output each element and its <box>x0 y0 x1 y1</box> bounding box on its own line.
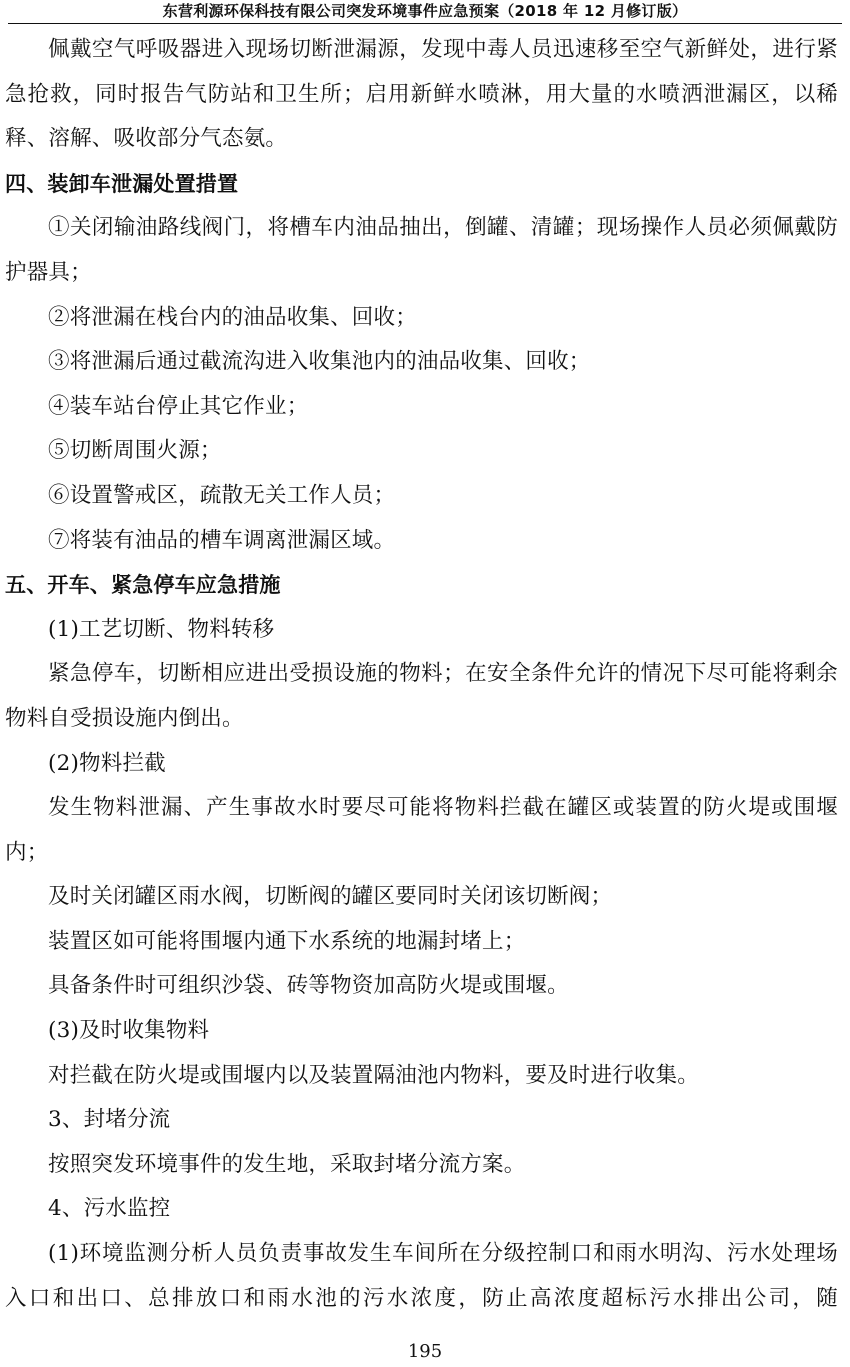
section-heading-emergency-stop: 五、开车、紧急停车应急措施 <box>5 573 281 598</box>
paragraph-collect-material: 对拦截在防火堤或围堰内以及装置隔油池内物料，要及时进行收集。 <box>48 1062 700 1088</box>
header-divider <box>8 23 842 24</box>
paragraph-ammonia-response: 佩戴空气呼吸器进入现场切断泄漏源，发现中毒人员迅速移至空气新鲜处，进行紧急抢救，同时报告气防站和卫生所；启用新鲜水喷淋，用大量的水喷洒泄漏区，以稀释、溶解、吸收部分气态氨。 <box>5 37 838 152</box>
paragraph-emergency-stop: 紧急停车，切断相应进出受损设施的物料；在安全条件允许的情况下尽可能将剩余物料自受损设施内倒出。 <box>5 661 838 731</box>
paragraph-sandbags: 具备条件时可组织沙袋、砖等物资加高防火堤或围堰。 <box>48 973 569 999</box>
paragraph-close-rain-valve: 及时关闭罐区雨水阀，切断阀的罐区要同时关闭该切断阀； <box>48 884 613 910</box>
list-item-cut-fire: ⑤切断周围火源； <box>48 438 222 464</box>
list-item-warning-zone: ⑥设置警戒区，疏散无关工作人员； <box>48 482 396 508</box>
list-item-collect-pool: ③将泄漏后通过截流沟进入收集池内的油品收集、回收； <box>48 349 591 375</box>
subheading-collect-material: (3)及时收集物料 <box>48 1018 210 1044</box>
subheading-wastewater-monitoring: 4、污水监控 <box>48 1196 171 1222</box>
list-item-stop-work: ④装车站台停止其它作业； <box>48 393 309 419</box>
list-item-move-tanker: ⑦将装有油品的槽车调离泄漏区域。 <box>48 527 396 553</box>
list-item-close-valves: ①关闭输油路线阀门，将槽车内油品抽出，倒罐、清罐；现场操作人员必须佩戴防护器具； <box>5 215 838 285</box>
document-header: 东营利源环保科技有限公司突发环境事件应急预案（2018 年 12 月修订版） <box>162 2 688 20</box>
page-number: 195 <box>407 1341 443 1362</box>
paragraph-interception: 发生物料泄漏、产生事故水时要尽可能将物料拦截在罐区或装置的防火堤或围堰内； <box>5 795 838 865</box>
paragraph-blocking-diversion: 按照突发环境事件的发生地，采取封堵分流方案。 <box>48 1151 526 1177</box>
paragraph-wastewater-monitoring: (1)环境监测分析人员负责事故发生车间所在分级控制口和雨水明沟、污水处理场入口和出口、总排放口和雨水池的污水浓度，防止高浓度超标污水排出公司，随 <box>5 1241 838 1311</box>
subheading-process-cutoff: (1)工艺切断、物料转移 <box>48 616 275 642</box>
subheading-material-interception: (2)物料拦截 <box>48 750 166 776</box>
list-item-collect-platform: ②将泄漏在栈台内的油品收集、回收； <box>48 304 417 330</box>
section-heading-loading-leak: 四、装卸车泄漏处置措置 <box>5 171 239 196</box>
paragraph-seal-drains: 装置区如可能将围堰内通下水系统的地漏封堵上； <box>48 928 526 954</box>
document-body <box>5 28 838 1321</box>
subheading-blocking-diversion: 3、封堵分流 <box>48 1107 171 1133</box>
